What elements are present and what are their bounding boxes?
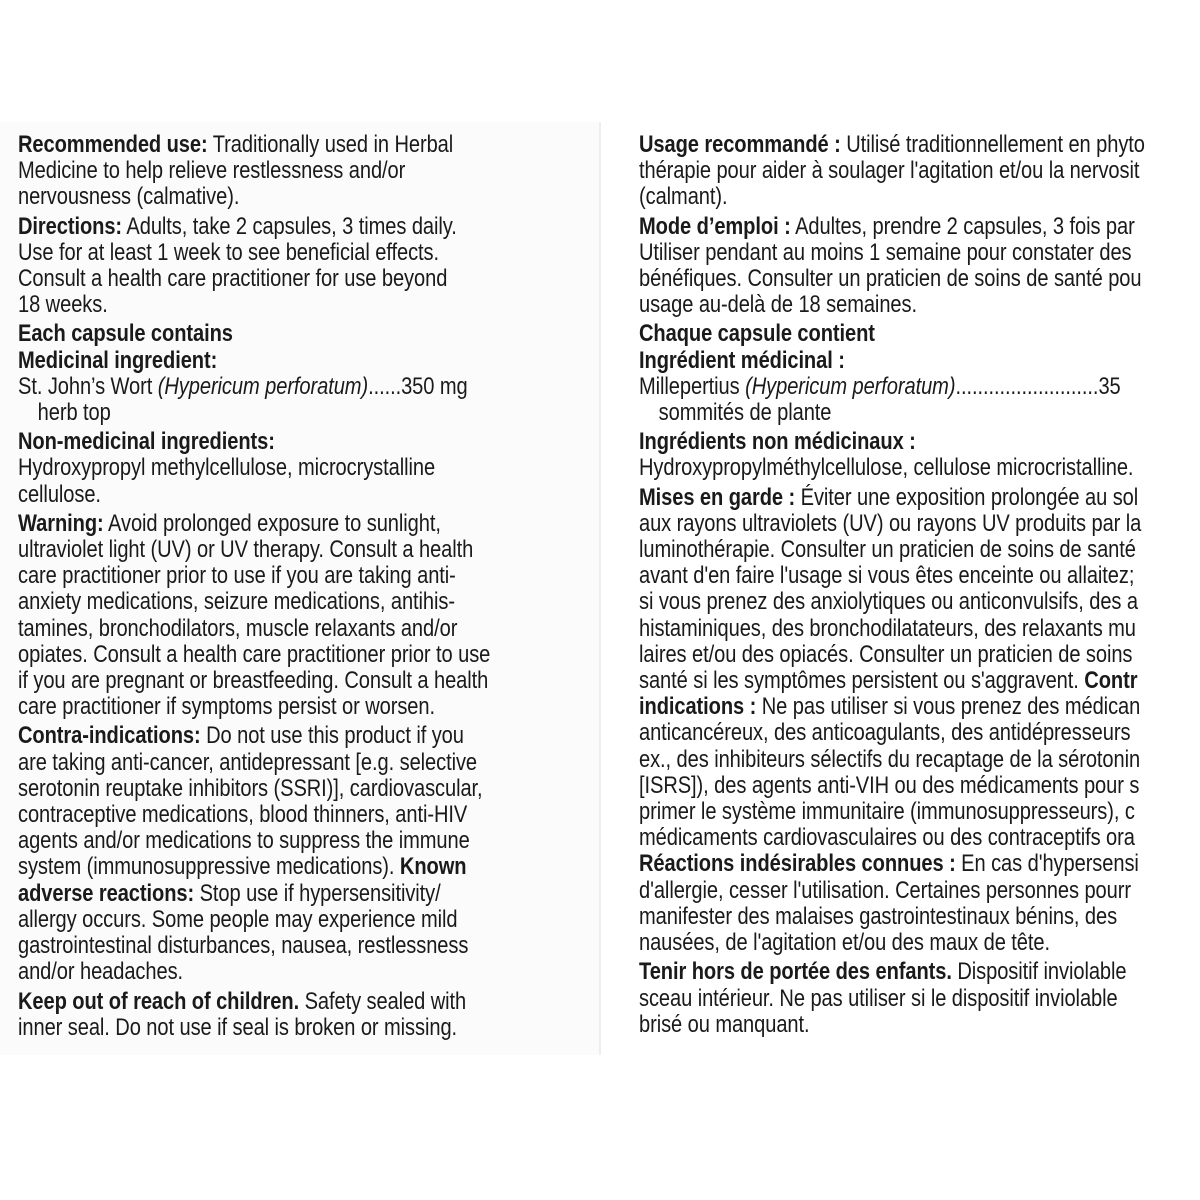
recommended-use-section <box>18 132 576 211</box>
directions-section <box>18 214 576 319</box>
text-line: ultraviolet light (UV) or UV therapy. Consult a health <box>18 536 474 564</box>
text-line: primer le système immunitaire (immunosuppresseurs), c <box>639 798 1135 826</box>
text-line: Hydroxypropyl methylcellulose, microcrystalline <box>18 454 436 482</box>
text-line: Medicine to help relieve restlessness and/or <box>18 157 406 185</box>
ingredient-part: sommités de plante <box>658 399 832 427</box>
adverse-reactions-label: adverse reactions: <box>18 879 195 907</box>
text-line: nervousness (calmative). <box>18 183 240 211</box>
non-medicinal-heading: Non-medicinal ingredients: <box>18 428 275 456</box>
text-line: care practitioner if symptoms persist or worsen. <box>18 693 435 721</box>
text-line: system (immunosuppressive medications). <box>18 853 400 881</box>
text-line: d'allergie, cesser l'utilisation. Certaines personnes pourr <box>639 876 1131 904</box>
ingredient-name: St. John’s Wort <box>18 372 158 400</box>
text-line: anticancéreux, des anticoagulants, des antidépresseurs <box>639 719 1131 747</box>
text-line: santé si les symptômes persistent ou s'aggravent. <box>639 667 1085 695</box>
text-line: En cas d'hypersensi <box>955 850 1139 878</box>
text-line: histaminiques, des bronchodilatateurs, des relaxants mu <box>639 614 1136 642</box>
text-line: luminothérapie. Consulter un praticien de soins de santé <box>639 536 1136 564</box>
text-line: avant d'en faire l'usage si vous êtes enceinte ou allaitez; <box>639 562 1135 590</box>
text-line: si vous prenez des anxiolytiques ou anticonvulsifs, des a <box>639 588 1138 616</box>
warning-section <box>18 511 576 721</box>
text-line: cellulose. <box>18 480 101 508</box>
contra-indications-section <box>18 723 576 985</box>
reactions-indesirables-label: Réactions indésirables connues : <box>639 850 956 878</box>
medicinal-ingredient-entry <box>18 374 576 426</box>
text-line: anxiety medications, seizure medications, antihis- <box>18 588 455 616</box>
tenir-hors-portee-section <box>639 959 1200 1038</box>
contra-indications-label: Contra-indications: <box>18 722 201 750</box>
text-line: opiates. Consult a health care practitioner prior to use <box>18 640 491 668</box>
dot-leader: ...... <box>368 372 402 400</box>
recommended-use-label: Recommended use: <box>18 131 208 158</box>
mode-emploi-label: Mode d’emploi : <box>639 212 791 240</box>
mode-emploi-section <box>639 214 1200 319</box>
ingredient-medicinal-entry <box>639 374 1200 426</box>
text-line: Adultes, prendre 2 capsules, 3 fois par <box>790 212 1135 240</box>
english-label-panel <box>0 122 601 1055</box>
keep-out-label: Keep out of reach of children. <box>18 987 300 1015</box>
text-line: Utiliser pendant au moins 1 semaine pour constater des <box>639 238 1132 266</box>
text-line: allergy occurs. Some people may experience mild <box>18 905 458 933</box>
ingredient-latin-name: (Hypericum perforatum) <box>745 372 956 400</box>
mises-en-garde-section <box>639 485 1200 957</box>
tenir-hors-portee-label: Tenir hors de portée des enfants. <box>639 958 952 986</box>
non-medicinaux-section <box>639 429 1200 481</box>
non-medicinaux-heading: Ingrédients non médicinaux : <box>639 428 916 456</box>
ingredient-name: Millepertius <box>639 372 746 400</box>
text-line: Dispositif inviolable <box>951 958 1127 986</box>
ingredient-medicinal-heading: Ingrédient médicinal : <box>639 346 845 374</box>
text-line: care practitioner prior to use if you are taking anti- <box>18 562 456 590</box>
text-line: manifester des malaises gastrointestinaux bénins, des <box>639 902 1118 930</box>
contre-indications-label-part: Contr <box>1084 667 1138 695</box>
usage-recommande-section <box>639 132 1200 211</box>
text-line: bénéfiques. Consulter un praticien de soins de santé pou <box>639 265 1142 293</box>
text-line: Éviter une exposition prolongée au sol <box>795 483 1139 511</box>
english-text-column <box>18 132 576 1044</box>
medicinal-ingredient-heading: Medicinal ingredient: <box>18 346 218 374</box>
text-line: aux rayons ultraviolets (UV) ou rayons UV produits par la <box>639 509 1142 537</box>
ingredient-amount: 350 mg <box>401 372 468 400</box>
text-line: Traditionally used in Herbal <box>207 131 454 158</box>
text-line: gastrointestinal disturbances, nausea, restlessness <box>18 932 469 960</box>
chaque-capsule-heading: Chaque capsule contient <box>639 320 875 348</box>
text-line: Consult a health care practitioner for use beyond <box>18 265 448 293</box>
known-adverse-label-part: Known <box>399 853 467 881</box>
non-medicinal-section <box>18 429 576 508</box>
ingredient-amount: 35 <box>1098 372 1121 400</box>
ingredient-part: herb top <box>37 399 111 427</box>
each-capsule-heading: Each capsule contains <box>18 320 233 348</box>
text-line: médicaments cardiovasculaires ou des contraceptifs ora <box>639 824 1135 852</box>
text-line: Use for at least 1 week to see beneficial effects. <box>18 238 440 266</box>
text-line: and/or headaches. <box>18 958 184 986</box>
warning-label: Warning: <box>18 509 104 537</box>
french-label-panel <box>603 122 1200 1055</box>
text-line: (calmant). <box>639 183 728 211</box>
text-line: Adults, take 2 capsules, 3 times daily. <box>122 212 457 240</box>
directions-label: Directions: <box>18 212 123 240</box>
text-line: Stop use if hypersensitivity/ <box>194 879 441 907</box>
ingredients-heading-group <box>18 321 576 373</box>
text-line: serotonin reuptake inhibitors (SSRI)], cardiovascular, <box>18 774 483 802</box>
text-line: Hydroxypropylméthylcellulose, cellulose microcristalline. <box>639 454 1134 482</box>
keep-out-section <box>18 989 576 1041</box>
text-line: Utilisé traditionnellement en phyto <box>840 131 1145 158</box>
text-line: [ISRS]), des agents anti-VIH ou des médicaments pour s <box>639 771 1140 799</box>
text-line: contraceptive medications, blood thinners, anti-HIV <box>18 801 468 829</box>
text-line: sceau intérieur. Ne pas utiliser si le dispositif inviolable <box>639 984 1118 1012</box>
ingredients-heading-group-fr <box>639 321 1200 373</box>
text-line: are taking anti-cancer, antidepressant [e.g. selective <box>18 748 478 776</box>
text-line: laires et/ou des opiacés. Consulter un praticien de soins <box>639 640 1133 668</box>
text-line: ex., des inhibiteurs sélectifs du recaptage de la sérotonin <box>639 745 1141 773</box>
text-line: brisé ou manquant. <box>639 1010 810 1038</box>
ingredient-latin-name: (Hypericum perforatum) <box>157 372 369 400</box>
text-line: Safety sealed with <box>299 987 467 1015</box>
french-text-column <box>639 132 1200 1041</box>
text-line: thérapie pour aider à soulager l'agitation et/ou la nervosit <box>639 157 1140 185</box>
usage-recommande-label: Usage recommandé : <box>639 131 841 158</box>
text-line: tamines, bronchodilators, muscle relaxants and/or <box>18 614 458 642</box>
text-line: nausées, de l'agitation et/ou des maux de tête. <box>639 929 1050 957</box>
dot-leader: .......................... <box>955 372 1099 400</box>
text-line: if you are pregnant or breastfeeding. Consult a health <box>18 667 489 695</box>
text-line: usage au-delà de 18 semaines. <box>639 291 917 319</box>
text-line: inner seal. Do not use if seal is broken or missing. <box>18 1013 458 1041</box>
mises-en-garde-label: Mises en garde : <box>639 483 796 511</box>
text-line: Avoid prolonged exposure to sunlight, <box>103 509 441 537</box>
text-line: 18 weeks. <box>18 291 108 319</box>
text-line: Do not use this product if you <box>200 722 464 750</box>
text-line: agents and/or medications to suppress the immune <box>18 827 470 855</box>
contre-indications-label: indications : <box>639 693 757 721</box>
text-line: Ne pas utiliser si vous prenez des médican <box>756 693 1141 721</box>
